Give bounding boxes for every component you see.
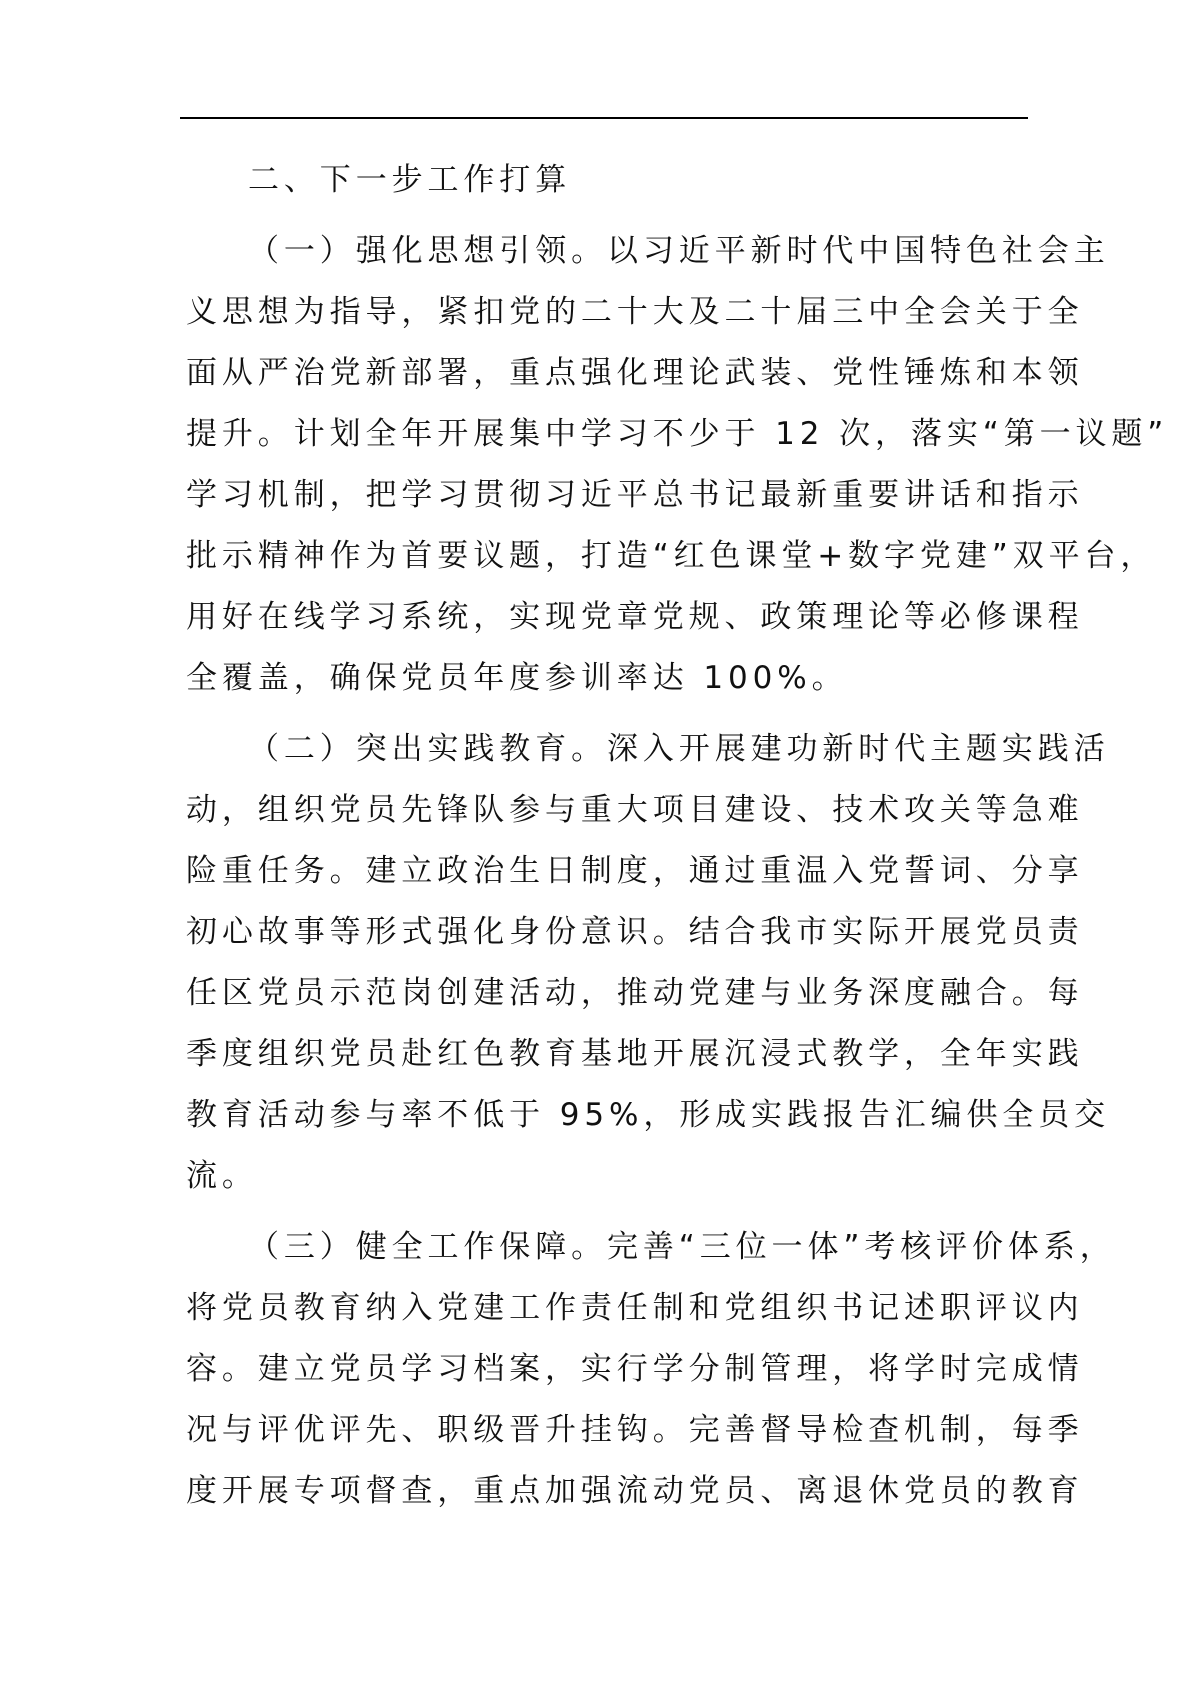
document-body [186,150,1196,1522]
paragraph-line: 面从严治党新部署，重点强化理论武装、党性锤炼和本领 [186,355,1084,391]
paragraph-line: 用好在线学习系统，实现党章党规、政策理论等必修课程 [186,599,1084,635]
paragraph-line: 教育活动参与率不低于 95%，形成实践报告汇编供全员交 [186,1097,1111,1133]
paragraph-line: 批示精神作为首要议题，打造“红色课堂+数字党建”双平台， [186,538,1157,574]
paragraph-line: 况与评优评先、职级晋升挂钩。完善督导检查机制，每季 [186,1412,1084,1448]
paragraph-line: 义思想为指导，紧扣党的二十大及二十届三中全会关于全 [186,294,1084,330]
paragraph-line: 流。 [186,1158,258,1194]
paragraph-line: 全覆盖，确保党员年度参训率达 100%。 [186,660,848,696]
paragraph-line: 动，组织党员先锋队参与重大项目建设、技术攻关等急难 [186,792,1084,828]
paragraph-line: 度开展专项督查，重点加强流动党员、离退休党员的教育 [186,1473,1084,1509]
header-rule [180,117,1028,119]
paragraph-line: 季度组织党员赴红色教育基地开展沉浸式教学，全年实践 [186,1036,1084,1072]
paragraph-line: （一）强化思想引领。以习近平新时代中国特色社会主 [248,233,1110,269]
paragraph-1 [186,221,1196,709]
section-heading: 二、下一步工作打算 [248,162,572,198]
paragraph-line: 提升。计划全年开展集中学习不少于 12 次，落实“第一议题” [186,416,1169,452]
paragraph-2 [186,719,1196,1207]
paragraph-line: （三）健全工作保障。完善“三位一体”考核评价体系， [248,1229,1116,1265]
paragraph-line: 容。建立党员学习档案，实行学分制管理，将学时完成情 [186,1351,1084,1387]
paragraph-line: 初心故事等形式强化身份意识。结合我市实际开展党员责 [186,914,1084,950]
paragraph-3 [186,1217,1196,1522]
paragraph-line: 学习机制，把学习贯彻习近平总书记最新重要讲话和指示 [186,477,1084,513]
paragraph-line: 任区党员示范岗创建活动，推动党建与业务深度融合。每 [186,975,1084,1011]
paragraph-line: 险重任务。建立政治生日制度，通过重温入党誓词、分享 [186,853,1084,889]
paragraph-line: 将党员教育纳入党建工作责任制和党组织书记述职评议内 [186,1290,1084,1326]
paragraph-line: （二）突出实践教育。深入开展建功新时代主题实践活 [248,731,1110,767]
